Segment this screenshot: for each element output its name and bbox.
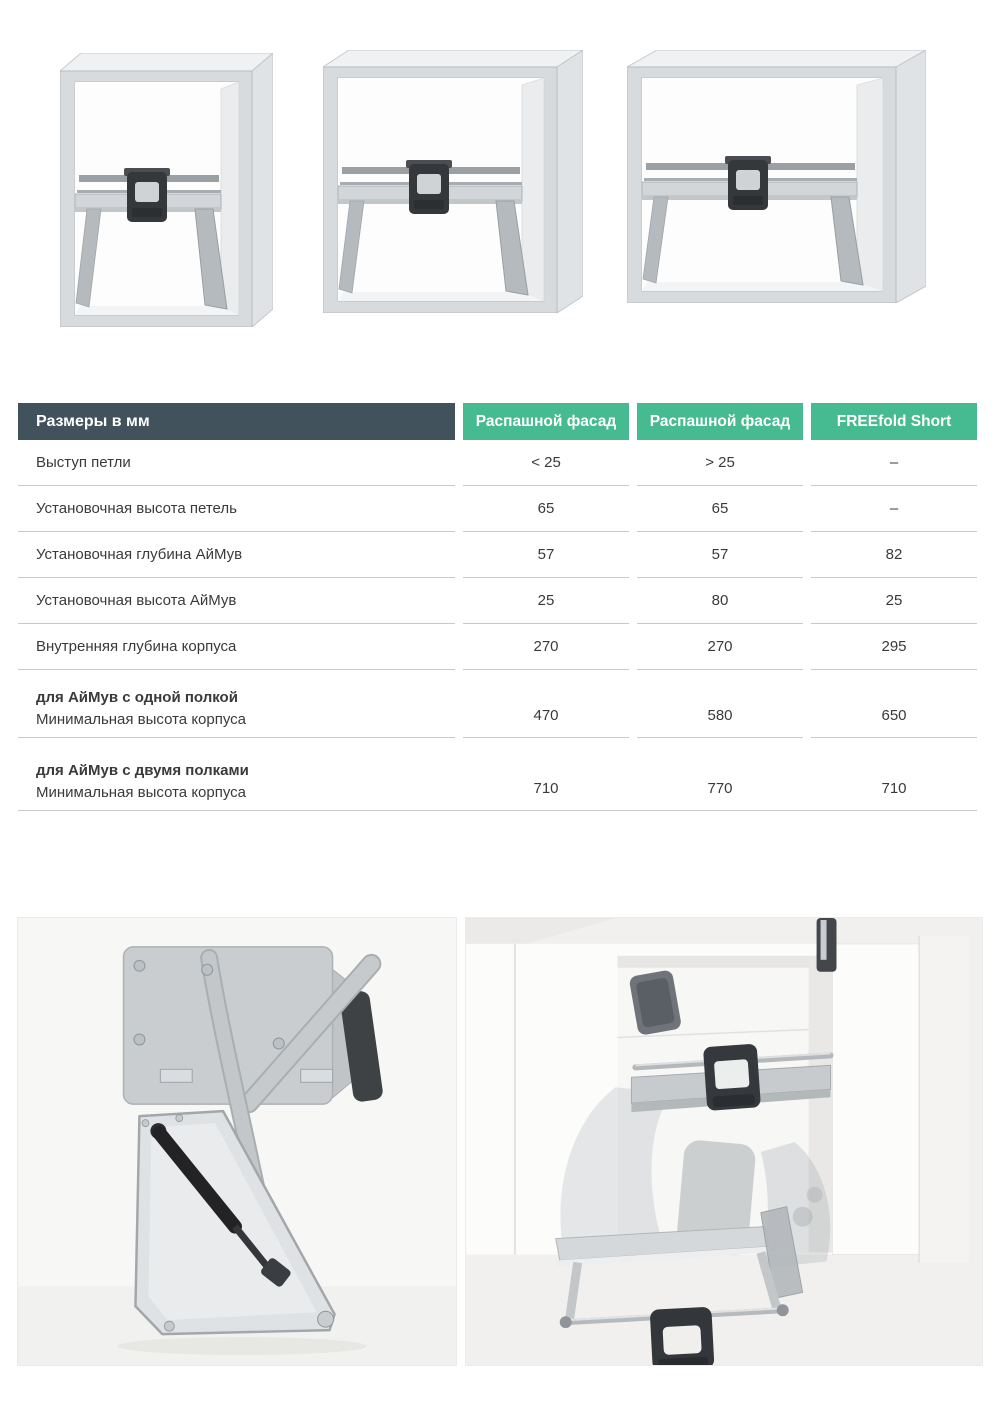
row-value: 470: [463, 670, 629, 738]
row-value: 82: [811, 532, 977, 578]
row-label-bold: для АйМув с двумя полками: [36, 762, 249, 779]
row-value: 65: [637, 486, 803, 532]
table-row: [18, 624, 977, 670]
row-value: 25: [811, 578, 977, 624]
table-header-label: Размеры в мм: [18, 403, 455, 440]
row-value: –: [811, 486, 977, 532]
row-value: 770: [707, 780, 733, 797]
imove-cabinet-open-graphic: [466, 918, 982, 1365]
row-label-bold: для АйМув с одной полкой: [36, 689, 238, 706]
table-row: [18, 670, 977, 738]
table-row: [18, 440, 977, 486]
imove-mechanism-graphic: [18, 918, 456, 1365]
row-value: 80: [637, 578, 803, 624]
row-label: Выступ петли: [36, 454, 131, 471]
cabinet-render-square-graphic: [323, 50, 583, 313]
row-value: 25: [463, 578, 629, 624]
table-header-col-2: Распашной фасад: [637, 403, 803, 440]
table-header-col-3: FREEfold Short: [811, 403, 977, 440]
row-label: Внутренняя глубина корпуса: [36, 638, 237, 655]
table-header-row: [18, 403, 977, 440]
row-value: 57: [463, 532, 629, 578]
cabinet-render-tall-graphic: [60, 53, 273, 327]
table-row: [18, 532, 977, 578]
table-row: [18, 486, 977, 532]
table-bottom-rule: [18, 810, 977, 811]
table-header-col-1: Распашной фасад: [463, 403, 629, 440]
row-label: Минимальная высота корпуса: [36, 711, 247, 728]
row-value: 270: [637, 624, 803, 670]
row-label: Установочная высота петель: [36, 500, 237, 517]
imove-cabinet-open-photo: [465, 917, 983, 1366]
cabinet-render-square: [323, 50, 583, 313]
row-value: 65: [463, 486, 629, 532]
row-label: Установочная глубина АйМув: [36, 546, 243, 563]
cabinet-render-wide-graphic: [627, 50, 926, 303]
cabinet-render-wide: [627, 50, 926, 303]
cabinet-render-tall: [60, 53, 273, 327]
row-value: 710: [533, 780, 559, 797]
row-value: 710: [881, 780, 907, 797]
table-row: [18, 738, 977, 810]
imove-mechanism-photo: [17, 917, 457, 1366]
row-value: 270: [463, 624, 629, 670]
row-label: Минимальная высота корпуса: [36, 784, 247, 801]
row-value: > 25: [637, 440, 803, 486]
dimensions-table: [18, 403, 977, 811]
row-value: –: [811, 440, 977, 486]
row-label: Установочная высота АйМув: [36, 592, 237, 609]
table-row: [18, 578, 977, 624]
row-value: < 25: [463, 440, 629, 486]
row-value: 580: [637, 670, 803, 738]
row-value: 57: [637, 532, 803, 578]
row-value: 295: [811, 624, 977, 670]
row-value: 650: [811, 670, 977, 738]
